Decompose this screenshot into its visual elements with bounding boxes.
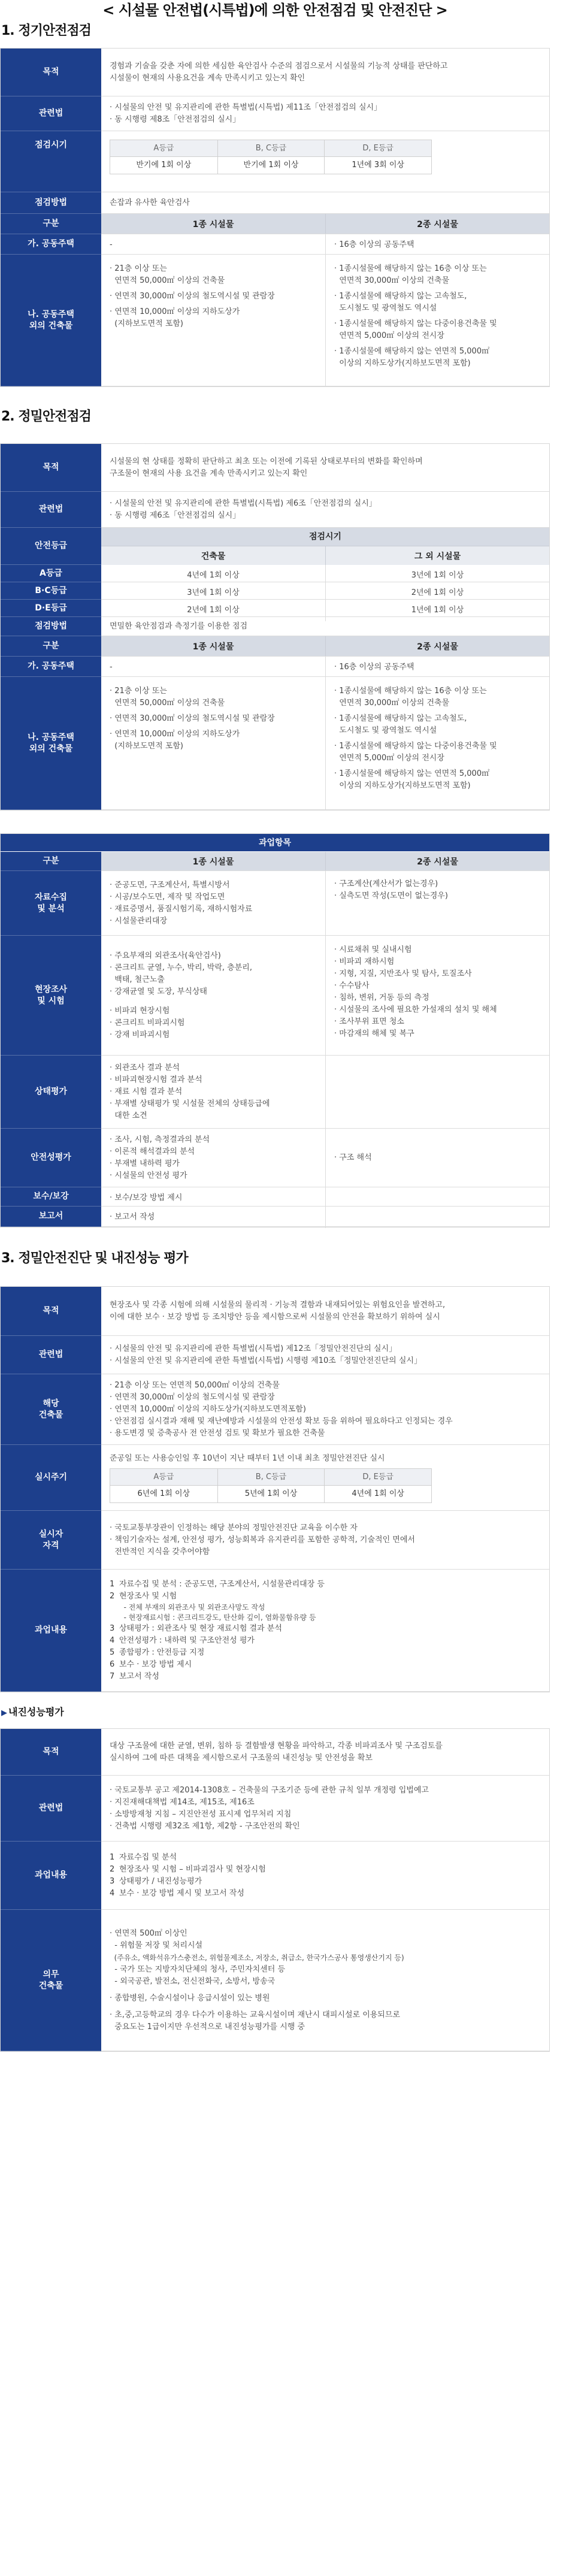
text-line: · 1종시설물에 해당하지 않는 16층 이상 또는 [334, 264, 487, 273]
text-line: · 구조계산(계산서가 없는경우) [334, 879, 438, 888]
page-title: < 시설물 안전법(시특법)에 의한 안전점검 및 안전진단 > [102, 2, 447, 19]
item-text: 안전성평가 : 내하력 및 구조안전성 평가 [119, 1635, 255, 1645]
task-col1 [101, 1056, 325, 1128]
task-label: 안전성평가 [1, 1129, 101, 1187]
item-text: 상태평가 : 외관조사 및 현장 재료시험 결과 분석 [119, 1623, 282, 1633]
text-line: · 1종시설물에 해당하지 않는 연면적 5,000㎡ [334, 769, 490, 778]
text-line: · 1종시설물에 해당하지 않는 고속철도, [334, 714, 467, 723]
item-text: 상태평가 / 내진성능평가 [119, 1876, 202, 1886]
s1-grade-head: A등급 [110, 140, 217, 157]
tasks-class1: 1종 시설물 [101, 852, 325, 870]
s1-class1: 1종 시설물 [101, 214, 325, 234]
s1-grade-head: B, C등급 [217, 140, 325, 157]
text-line: · 강재 비파괴시험 [110, 1030, 170, 1039]
text-line: · 21층 이상 또는 [110, 687, 167, 696]
s2-period-head: 점검시기 [101, 528, 549, 546]
text-line: · 비파괴 재하시험 [334, 957, 395, 966]
text-line: · 침하, 변위, 거동 등의 측정 [334, 993, 429, 1002]
text-line: 도시철도 및 광역철도 역시설 [334, 304, 437, 313]
s2-grade-other: 1년에 1회 이상 [325, 600, 549, 621]
text-line: · 초,중,고등학교의 경우 다수가 이용하는 교육시설이며 재난시 대피시설로 이용되므로 [110, 2010, 400, 2019]
text-line: · 1종시설물에 해당하지 않는 고속철도, [334, 292, 467, 301]
text-line: · 동 시행령 제6조「안전점검의 실시」 [110, 510, 241, 520]
text-line: · 외관조사 결과 분석 [110, 1063, 180, 1072]
s3-law-label: 관련법 [1, 1336, 101, 1374]
text-line: · 1종시설물에 해당하지 않는 다중이용건축물 및 [334, 319, 497, 328]
s2-law-label: 관련법 [1, 492, 101, 528]
s3-purpose [101, 1287, 549, 1336]
s3-period-label: 실시주기 [1, 1445, 101, 1511]
item-number: 1 [110, 1579, 115, 1589]
text-line: · 연면적 10,000㎡ 이상의 지하도상가 [110, 307, 240, 316]
text-line: · 시설물의 안전성 평가 [110, 1171, 187, 1180]
seismic-title [0, 1692, 550, 1722]
s2-col-heads [101, 546, 549, 565]
item-number: 3 [110, 1876, 115, 1886]
seismic-law [101, 1776, 549, 1842]
text-line: · 1종시설물에 해당하지 않는 다중이용건축물 및 [334, 742, 497, 751]
s3-target-label: 해당 건축물 [1, 1374, 101, 1445]
content-item [110, 1671, 541, 1683]
text-line: (주유소, 액화석유가스충전소, 위험물제조소, 저장소, 취급소, 한국가스공사 통영생산기지 등) [110, 1953, 404, 1962]
text-line: · 시공/보수도면, 제작 및 작업도면 [110, 892, 225, 902]
s1-house [101, 234, 549, 255]
text-line: · 연면적 10,000㎡ 이상의 지하도상가(지하보도면적포함) [110, 1404, 306, 1414]
s2-purpose [101, 444, 549, 492]
s3-content-label: 과업내용 [1, 1570, 101, 1692]
s2-grade-head [101, 528, 549, 565]
seismic-target-label: 의무 건축물 [1, 1910, 101, 2051]
text-line: 전반적인 지식을 갖추어야함 [110, 1547, 210, 1556]
text-line: · 국토교통부장관이 인정하는 해당 분야의 정밀안전진단 교육을 이수한 자 [110, 1523, 358, 1532]
text-line: · 재료 시험 결과 분석 [110, 1087, 183, 1096]
s2-class-label: 구분 [1, 636, 101, 657]
s3-grade-val: 5년에 1회 이상 [217, 1486, 325, 1502]
text-line: · 수수탐사 [334, 981, 370, 990]
text-line: · 책임기술자는 설계, 안전성 평가, 성능회복과 유지관리를 포함한 공학적, 기술적인 면에서 [110, 1535, 415, 1544]
text-line: 도시철도 및 광역철도 역시설 [334, 726, 437, 735]
text-line: 이상의 지하도상가(지하보도면적 포함) [334, 781, 471, 790]
task-col2 [325, 871, 549, 935]
item-number: 2 [110, 1591, 115, 1601]
s1-purpose-line: 경험과 기술을 갖춘 자에 의한 세심한 육안검사 수준의 점검으로서 시설물의 기능적 상태를 판단하고 [110, 61, 448, 71]
task-row [101, 1187, 549, 1207]
s2-grade-bc-row [101, 582, 549, 600]
text-line: · 연면적 500㎡ 이상인 [110, 1928, 187, 1938]
s1-house2: · 16층 이상의 공동주택 [325, 234, 549, 256]
s2-law [101, 492, 549, 528]
s1-method-label: 점검방법 [1, 192, 101, 214]
text-line: 연면적 5,000㎡ 이상의 전시장 [334, 331, 444, 340]
s2-purpose-label: 목적 [1, 444, 101, 492]
text-line: · 국토교통부 공고 제2014-1308호 – 건축물의 구조기준 등에 관한 규칙 일부 개정령 입법예고 [110, 1785, 429, 1795]
task-col2 [325, 1187, 549, 1209]
text-line: · 지진재해대책법 제14조, 제15조, 제16조 [110, 1797, 255, 1807]
s3-grade-head: B, C등급 [217, 1469, 325, 1486]
item-number: 6 [110, 1659, 115, 1669]
s2-nonhouse2 [325, 677, 549, 809]
content-item [110, 1888, 541, 1900]
item-text: 현장조사 및 시험 [119, 1591, 177, 1601]
task-label: 보수/보강 [1, 1187, 101, 1207]
s3-content [101, 1570, 549, 1692]
text-line: · 종합병원, 수술시설이나 응급시설이 있는 병원 [110, 1993, 270, 2003]
task-label: 자료수집 및 분석 [1, 871, 101, 936]
s1-law-line: · 시설물의 안전 및 유지관리에 관한 특별법(시특법) 제11조「안전점검의 실시」 [110, 102, 382, 112]
text-line: · 21층 이상 또는 연면적 50,000㎡ 이상의 건축물 [110, 1380, 280, 1390]
text-line: · 재료증명서, 품질시험기록, 재하시험자료 [110, 904, 253, 914]
s1-law-line: · 동 시행령 제8조「안전점검의 실시」 [110, 114, 241, 124]
seismic-law-label: 관련법 [1, 1776, 101, 1842]
text-line: · 시설물의 안전 및 유지관리에 관한 특별법(시특법) 시행령 제10조「정밀안전진단의 실시」 [110, 1356, 422, 1365]
text-line: · 1종시설물에 해당하지 않는 연면적 5,000㎡ [334, 347, 490, 356]
content-item [110, 1613, 541, 1623]
text-line: · 안전점검 실시결과 재해 및 재난예방과 시설물의 안전성 확보 등을 위하여 필요하다고 인정되는 경우 [110, 1416, 453, 1426]
text-line: 연면적 30,000㎡ 이상의 건축물 [334, 699, 450, 708]
s1-grade-table [110, 140, 432, 174]
tasks-table [0, 833, 550, 1227]
s1-nonhouse1 [101, 255, 325, 386]
s3-target [101, 1374, 549, 1445]
task-col1 [101, 1207, 325, 1228]
triangle-icon: ▶ [1, 1709, 7, 1718]
text-line: · 비파괴현장시험 결과 분석 [110, 1075, 202, 1084]
s2-class2: 2종 시설물 [325, 636, 549, 656]
s3-grade-head: A등급 [110, 1469, 217, 1486]
s2-nonhouse1 [101, 677, 325, 809]
item-text: 현장조사 및 시험 – 비파괴검사 및 현장시험 [119, 1864, 266, 1874]
text-line: (지하보도면적 포함) [110, 742, 184, 751]
text-line: 시설물의 현 상태를 정확히 판단하고 최초 또는 이전에 기록된 상태로부터의 변화를 확인하며 [110, 456, 423, 466]
s2-house2: · 16층 이상의 공동주택 [325, 657, 549, 678]
text-line: · 조사부위 표면 청소 [334, 1017, 404, 1026]
text-line: · 연면적 30,000㎡ 이상의 철도역시설 및 관람장 [110, 714, 275, 723]
s3-law [101, 1336, 549, 1374]
text-line: 연면적 50,000㎡ 이상의 건축물 [110, 699, 225, 708]
seismic-table [0, 1728, 550, 2052]
text-line: - 외국공관, 발전소, 전신전화국, 소방서, 방송국 [110, 1976, 276, 1986]
text-line: · 조사, 시험, 측정결과의 분석 [110, 1135, 210, 1144]
tasks-head: 과업항목 [1, 834, 549, 852]
text-line: 대상 구조물에 대한 균열, 변위, 침하 등 결함발생 현황을 파악하고, 각종 비파괴조사 및 구조검토를 [110, 1741, 443, 1750]
text-line: · 시설물의 조사에 필요한 가설재의 설치 및 해체 [334, 1005, 497, 1014]
s2-grade-a-row [101, 565, 549, 582]
seismic-target [101, 1910, 549, 2051]
task-row [101, 936, 549, 1056]
s1-house-label: 가. 공동주택 [1, 234, 101, 255]
item-number: 7 [110, 1671, 115, 1681]
text-line: · 주요부재의 외관조사(육안검사) [110, 951, 221, 960]
s2-class1: 1종 시설물 [101, 636, 325, 656]
text-line: · 보수/보강 방법 제시 [110, 1193, 183, 1202]
s1-grade-val: 반기에 1회 이상 [136, 161, 192, 170]
seismic-purpose [101, 1729, 549, 1776]
s2-house [101, 657, 549, 677]
text-line: · 용도변경 및 증축공사 전 안전성 검토 및 확보가 필요한 건축물 [110, 1428, 325, 1438]
text-line: 구조물이 현재의 사용 요건을 계속 만족시키고 있는지 확인 [110, 468, 308, 478]
text-line: · 시설물관리대장 [110, 916, 168, 926]
s3-qual-label: 실시자 자격 [1, 1511, 101, 1570]
s3-grade-head: D, E등급 [324, 1469, 431, 1486]
text-line: 이상의 지하도상가(지하보도면적 포함) [334, 359, 471, 368]
s3-grade-table [110, 1468, 432, 1503]
s2-col-other: 그 외 시설물 [325, 546, 549, 565]
s2-class-head [101, 636, 549, 657]
text-line: 연면적 50,000㎡ 이상의 건축물 [110, 276, 225, 285]
item-text: 보수 · 보강 방법 제시 및 보고서 작성 [119, 1888, 244, 1898]
s2-grade-building: 3년에 1회 이상 [187, 588, 240, 597]
s1-class-head [101, 214, 549, 234]
s3-period-note: 준공일 또는 사용승인일 후 10년이 지난 때부터 1년 이내 최초 정밀안전진단 실시 [110, 1453, 385, 1463]
s2-method-label: 점검방법 [1, 617, 101, 636]
s3-purpose-label: 목적 [1, 1287, 101, 1336]
text-line: · 시설물의 안전 및 유지관리에 관한 특별법(시특법) 제6조「안전점검의 실시」 [110, 498, 377, 508]
section-2-table [0, 443, 550, 811]
content-item [110, 1603, 541, 1613]
text-line: · 건축법 시행령 제32조 제1항, 제2항 - 구조안전의 확인 [110, 1821, 300, 1831]
task-col1 [101, 871, 325, 935]
s1-grade-head: D, E등급 [324, 140, 431, 157]
s2-grade-a: A등급 [1, 565, 101, 582]
text-line: · 1종시설물에 해당하지 않는 16층 이상 또는 [334, 687, 487, 696]
s1-grade-val: 1년에 3회 이상 [324, 157, 431, 174]
item-text: 보고서 작성 [119, 1671, 159, 1681]
section-3-table [0, 1286, 550, 1692]
text-line: · 마감재의 해체 및 복구 [334, 1029, 414, 1038]
s2-grade-other: 2년에 1회 이상 [325, 582, 549, 604]
content-item [110, 1864, 541, 1876]
text-line: · 연면적 10,000㎡ 이상의 지하도상가 [110, 730, 240, 739]
item-text: 자료수집 및 분석 [119, 1852, 177, 1862]
text-line: · 준공도면, 구조계산서, 특별시방서 [110, 880, 230, 890]
task-col1 [101, 1187, 325, 1209]
text-line: 연면적 30,000㎡ 이상의 건축물 [334, 276, 450, 285]
text-line: 백태, 철근노출 [110, 975, 165, 984]
text-line: · 이론적 해석결과의 분석 [110, 1147, 195, 1156]
text-line: · 구조 해석 [334, 1153, 372, 1162]
text-line: 대한 소견 [110, 1111, 147, 1120]
task-row [101, 1207, 549, 1227]
text-line: · 소방방재청 지침 – 지진안전성 표시제 업무처리 지침 [110, 1809, 292, 1819]
s2-grade-de: D·E등급 [1, 600, 101, 617]
task-col1 [101, 936, 325, 1055]
content-item [110, 1591, 541, 1603]
s2-house-label: 가. 공동주택 [1, 657, 101, 677]
task-col2 [325, 1207, 549, 1228]
text-line: · 보고서 작성 [110, 1213, 155, 1222]
seismic-purpose-label: 목적 [1, 1729, 101, 1776]
content-item [110, 1623, 541, 1635]
s2-nonhouse [101, 677, 549, 810]
task-label: 보고서 [1, 1207, 101, 1227]
s1-grade-val: 반기에 1회 이상 [217, 157, 325, 174]
text-line [110, 998, 317, 1005]
s1-law [101, 96, 549, 131]
tasks-class2: 2종 시설물 [325, 852, 549, 870]
s2-grade-bc: B·C등급 [1, 582, 101, 600]
text-line: · 연면적 30,000㎡ 이상의 철도역시설 및 관람장 [110, 292, 275, 301]
text-line: 현장조사 및 각종 시험에 의해 시설물의 물리적 · 기능적 결함과 내재되어있는 위험요인을 발견하고, [110, 1300, 446, 1310]
section-3-title: 3. 정밀안전진단 및 내진성능 평가 [1, 1251, 188, 1266]
text-line: 이에 대한 보수 · 보강 방법 등 조치방안 등을 제시함으로써 시설물의 안전을 확보하기 위하여 실시 [110, 1312, 440, 1322]
s3-grade-val: 4년에 1회 이상 [324, 1486, 431, 1502]
item-text: 자료수집 및 분석 : 준공도면, 구조계산서, 시설물관리대장 등 [119, 1579, 325, 1589]
item-number: 4 [110, 1635, 115, 1645]
item-text: 보수 · 보강 방법 제시 [119, 1659, 192, 1669]
s3-qual [101, 1511, 549, 1570]
text-line: - 국가 또는 지방자치단체의 청사, 주민자치센터 등 [110, 1964, 286, 1974]
text-line: (지하보도면적 포함) [110, 319, 184, 328]
s2-nonhouse-label: 나. 공동주택 외의 건축물 [1, 677, 101, 810]
s1-period-label: 점검시기 [1, 131, 101, 192]
text-line: 실시하여 그에 따른 대책을 제시함으로서 구조물의 내진성능 및 안전성을 확보 [110, 1753, 373, 1762]
text-line: - 위험물 저장 및 처리시설 [110, 1940, 203, 1950]
task-row [101, 1129, 549, 1187]
item-text: - 현장재료시험 : 콘크리트강도, 탄산화 깊이, 염화물함유량 등 [119, 1613, 316, 1622]
item-number: 5 [110, 1647, 115, 1657]
text-line: 연면적 5,000㎡ 이상의 전시장 [334, 754, 444, 763]
content-item [110, 1659, 541, 1671]
s2-grade-building: 4년에 1회 이상 [187, 571, 240, 580]
text-line [110, 2004, 541, 2009]
text-line: · 실측도면 작성(도면이 없는경우) [334, 891, 448, 900]
text-line: · 지형, 지질, 지반조사 및 탐사, 토질조사 [334, 969, 472, 978]
s2-method: 면밀한 육안점검과 측정기를 이용한 점검 [101, 617, 549, 636]
text-line: · 시설물의 안전 및 유지관리에 관한 특별법(시특법) 제12조「정밀안전진단의 실시」 [110, 1344, 397, 1353]
s2-col-building: 건축물 [101, 546, 325, 565]
text-line: · 강재균열 및 도장, 부식상태 [110, 987, 207, 996]
tasks-class-head [101, 852, 549, 871]
s1-class-label: 구분 [1, 214, 101, 234]
s2-grade-building: 2년에 1회 이상 [187, 606, 240, 615]
task-col2 [325, 936, 549, 1055]
s1-law-label: 관련법 [1, 96, 101, 131]
task-row [101, 871, 549, 936]
section-1-table [0, 48, 550, 387]
text-line: · 부재별 상태평가 및 시설물 전체의 상태등급에 [110, 1099, 270, 1108]
s2-grade-de-row [101, 600, 549, 617]
content-item [110, 1635, 541, 1647]
s1-nonhouse2 [325, 255, 549, 386]
seismic-content-label: 과업내용 [1, 1842, 101, 1910]
item-text: - 전체 부재의 외관조사 및 외관조사망도 작성 [119, 1603, 265, 1611]
s1-purpose [101, 49, 549, 96]
text-line: · 콘크리트 비파괴시험 [110, 1018, 185, 1027]
task-row [101, 1056, 549, 1129]
item-text: 종합평가 : 안전등급 지정 [119, 1647, 205, 1657]
text-line [110, 1988, 541, 1993]
s3-period [101, 1445, 549, 1511]
s2-grade-other: 3년에 1회 이상 [325, 565, 549, 586]
content-item [110, 1876, 541, 1888]
tasks-grid [1, 852, 549, 1227]
item-number: 3 [110, 1623, 115, 1633]
item-number: 1 [110, 1852, 115, 1862]
tasks-class-label: 구분 [1, 852, 101, 871]
task-label: 상태평가 [1, 1056, 101, 1129]
section-2-title: 2. 정밀안전점검 [1, 409, 91, 424]
text-line: · 21층 이상 또는 [110, 264, 167, 273]
task-col2 [325, 1056, 549, 1128]
s1-purpose-line: 시설물이 현재의 사용요건을 계속 만족시키고 있는지 확인 [110, 73, 305, 83]
text-line: 중요도는 1급이지만 우선적으로 내진성능평가를 시행 중 [110, 2022, 305, 2031]
seismic-content [101, 1842, 549, 1910]
s1-house1: - [110, 240, 113, 249]
s1-nonhouse [101, 255, 549, 386]
s2-house1: - [110, 663, 113, 672]
item-number: 4 [110, 1888, 115, 1898]
text-line: · 콘크리트 균열, 누수, 박리, 박락, 층분리, [110, 963, 252, 972]
text-line: · 부재별 내하력 평가 [110, 1159, 180, 1168]
text-line: · 연면적 30,000㎡ 이상의 철도역시설 및 관람장 [110, 1392, 275, 1402]
s3-grade-val: 6년에 1회 이상 [137, 1489, 190, 1498]
text-line: · 시료채취 및 실내시험 [334, 945, 412, 954]
s1-purpose-label: 목적 [1, 49, 101, 96]
s2-grade-label: 안전등급 [1, 528, 101, 565]
task-label: 현장조사 및 시험 [1, 936, 101, 1056]
task-col2 [325, 1129, 549, 1187]
s1-method: 손잡과 유사한 육안검사 [101, 192, 549, 214]
text-line: · 비파괴 현장시험 [110, 1006, 170, 1015]
item-number: 2 [110, 1864, 115, 1874]
s1-class2: 2종 시설물 [325, 214, 549, 234]
content-item [110, 1579, 541, 1591]
content-item [110, 1852, 541, 1864]
section-1-title: 1. 정기안전점검 [1, 23, 91, 38]
content-item [110, 1647, 541, 1659]
task-col1 [101, 1129, 325, 1187]
s1-nonhouse-label: 나. 공동주택 외의 건축물 [1, 255, 101, 386]
seismic-title-text: 내진성능평가 [8, 1706, 64, 1718]
s1-period [101, 131, 549, 192]
